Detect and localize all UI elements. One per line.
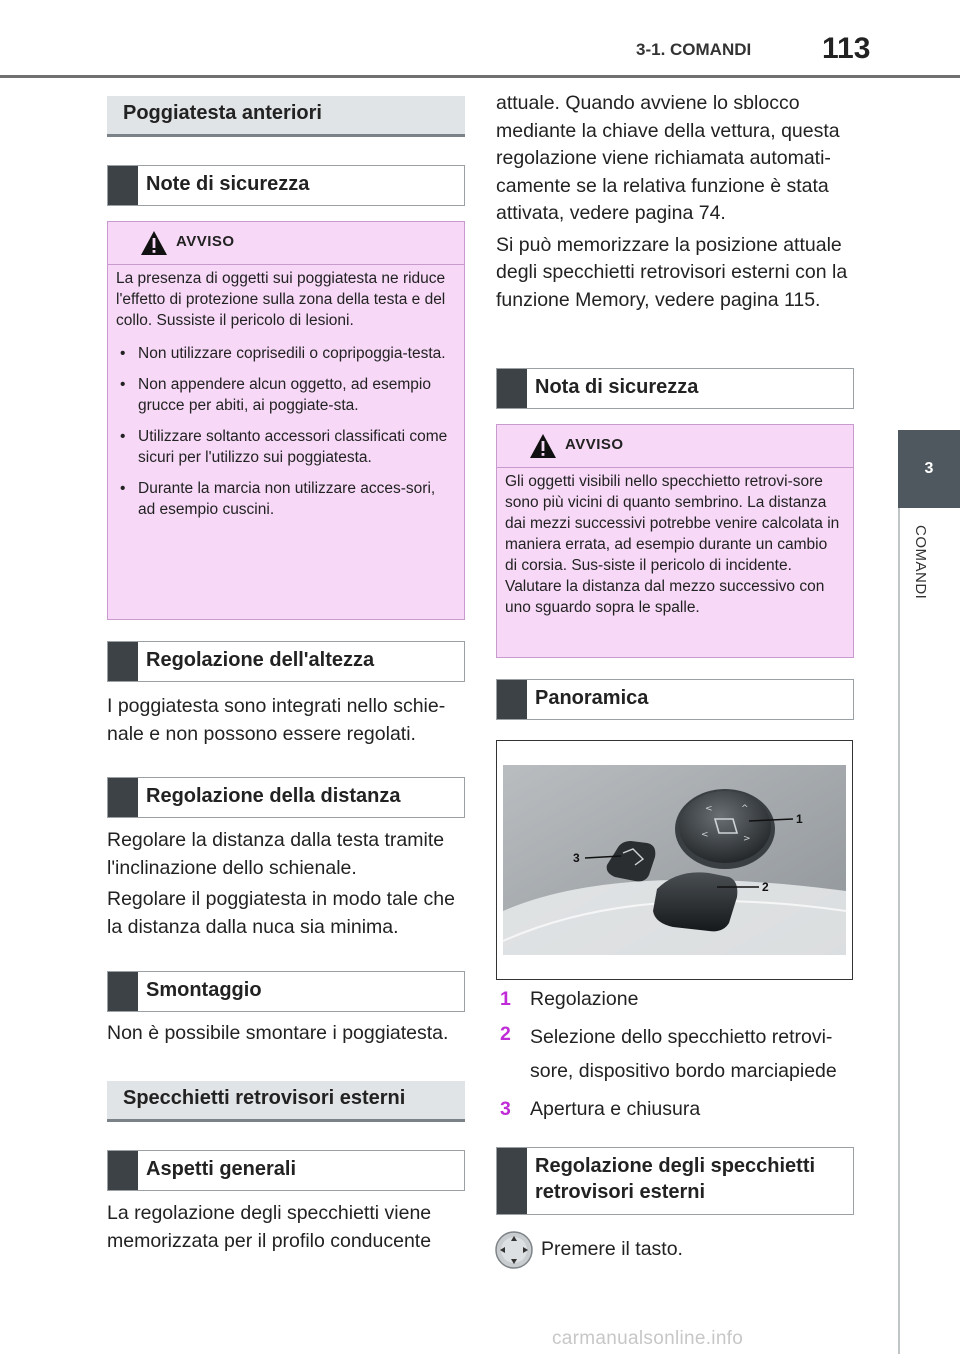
paragraph-text: Si può memorizzare la posizione attuale degli specchietti retrovisori esterni con la funzione Memory, vedere pagina 115. <box>496 233 848 311</box>
paragraph-text: Non è possibile smontare i poggiatesta. <box>107 1022 449 1044</box>
legend-number: 1 <box>500 988 511 1010</box>
paragraph-text: Regolare il poggiatesta in modo tale che la distanza dalla nuca sia minima. <box>107 888 455 938</box>
legend-number: 2 <box>500 1023 511 1045</box>
warning-text: La presenza di oggetti sui poggiatesta ne riduce l'effetto di protezione sulla zona della testa e del collo. Sussiste il pericolo di lesioni. <box>116 270 446 329</box>
warning-title <box>108 222 464 265</box>
paragraph-text: I poggiatesta sono integrati nello schie-nale e non possono essere regolati. <box>107 695 446 745</box>
heading-panoramica <box>496 679 854 720</box>
warning-box-poggiatesta <box>107 221 465 620</box>
heading-text: Nota di sicurezza <box>535 376 699 398</box>
svg-text:^: ^ <box>741 804 749 814</box>
heading-bar <box>497 1148 527 1214</box>
paragraph-altezza <box>107 693 465 748</box>
legend-item <box>496 1020 854 1088</box>
heading-text: Smontaggio <box>146 979 262 1001</box>
heading-text: Aspetti generali <box>146 1158 297 1180</box>
heading-bar <box>108 778 138 817</box>
warning-label: AVVISO <box>565 436 624 453</box>
heading-nota-sicurezza <box>496 368 854 409</box>
warning-box-specchietti <box>496 424 854 658</box>
warning-label: AVVISO <box>176 233 235 250</box>
callout-3: 3 <box>573 851 580 865</box>
heading-poggiatesta <box>107 96 465 137</box>
chapter-tab-line <box>898 508 900 1354</box>
paragraph-text: La regolazione degli specchietti viene memorizzata per il profilo conducente <box>107 1202 432 1252</box>
heading-bar <box>108 1151 138 1190</box>
mirror-controls-illustration <box>497 741 852 979</box>
list-item: • Utilizzare soltanto accessori classificati come sicuri per l'utilizzo sui poggiatesta. <box>116 426 454 468</box>
mirror-adjust-button-icon <box>494 1230 534 1270</box>
paragraph-text: Premere il tasto. <box>541 1238 683 1260</box>
heading-text: Regolazione dell'altezza <box>146 649 375 671</box>
heading-bar <box>497 369 527 408</box>
heading-smontaggio <box>107 971 465 1012</box>
paragraph-premere <box>541 1236 841 1264</box>
svg-text:<: < <box>701 830 709 840</box>
heading-text: Panoramica <box>535 687 649 709</box>
warning-list <box>116 343 454 520</box>
mirror-controls-figure <box>496 740 853 980</box>
header-rule <box>0 75 960 78</box>
heading-bar <box>108 972 138 1011</box>
heading-altezza <box>107 641 465 682</box>
heading-text: Poggiatesta anteriori <box>123 102 322 124</box>
heading-text: Regolazione della distanza <box>146 785 401 807</box>
warning-text: Gli oggetti visibili nello specchietto retrovi-sore sono più vicini di quanto sembrino. La distanza dai mezzi successivi potrebbe venire calcolata in maniera errata, ad esempio durante un cambio di corsia. Sus-siste il pericolo di incidente. Valutare la distanza dal mezzo successivo con uno sguardo sopra le spalle. <box>505 473 840 616</box>
warning-body <box>505 471 843 630</box>
legend-item <box>496 1095 854 1123</box>
watermark: carmanualsonline.info <box>552 1328 744 1349</box>
list-item: • Durante la marcia non utilizzare acces-sori, ad esempio cuscini. <box>116 478 454 520</box>
page-number: 113 <box>822 32 871 65</box>
heading-regolazione-specchietti <box>496 1147 854 1215</box>
callout-2: 2 <box>762 880 769 894</box>
heading-bar <box>108 642 138 681</box>
legend-text: Regolazione <box>530 988 639 1010</box>
heading-note-sicurezza <box>107 165 465 206</box>
paragraph-distanza <box>107 827 465 941</box>
section-title: 3-1. COMANDI <box>636 40 752 59</box>
paragraph-continued <box>496 90 854 314</box>
paragraph-aspetti <box>107 1200 465 1255</box>
figure-legend <box>496 985 854 1130</box>
warning-body <box>116 268 454 530</box>
warning-title <box>497 425 853 468</box>
legend-item <box>496 985 854 1013</box>
warning-icon <box>529 433 557 459</box>
callout-1: 1 <box>796 812 803 826</box>
paragraph-text: Regolare la distanza dalla testa tramite l'inclinazione dello schienale. <box>107 829 445 879</box>
chapter-tab: 3 <box>898 430 960 508</box>
svg-text:>: > <box>743 834 751 844</box>
heading-bar <box>497 680 527 719</box>
heading-text: Specchietti retrovisori esterni <box>123 1087 406 1109</box>
chapter-tab-label: COMANDI <box>912 525 929 600</box>
heading-specchietti <box>107 1081 465 1122</box>
paragraph-smontaggio <box>107 1020 465 1048</box>
legend-text: Selezione dello specchietto retrovi-sore, dispositivo bordo marciapiede <box>530 1026 837 1082</box>
heading-aspetti <box>107 1150 465 1191</box>
list-item: • Non utilizzare coprisedili o copripoggia-testa. <box>116 343 454 364</box>
svg-text:<: < <box>705 804 713 814</box>
heading-bar <box>108 166 138 205</box>
list-item: • Non appendere alcun oggetto, ad esempio grucce per abiti, ai poggiate-sta. <box>116 374 454 416</box>
legend-number: 3 <box>500 1098 511 1120</box>
paragraph-text: attuale. Quando avviene lo sblocco mediante la chiave della vettura, questa regolazione viene richiamata automati-camente se la relativa funzione è stata attivata, vedere pagina 74. <box>496 92 840 224</box>
warning-icon <box>140 230 168 256</box>
heading-distanza <box>107 777 465 818</box>
heading-text: Regolazione degli specchietti retrovisori esterni <box>535 1155 816 1203</box>
legend-text: Apertura e chiusura <box>530 1098 701 1120</box>
heading-text: Note di sicurezza <box>146 173 310 195</box>
